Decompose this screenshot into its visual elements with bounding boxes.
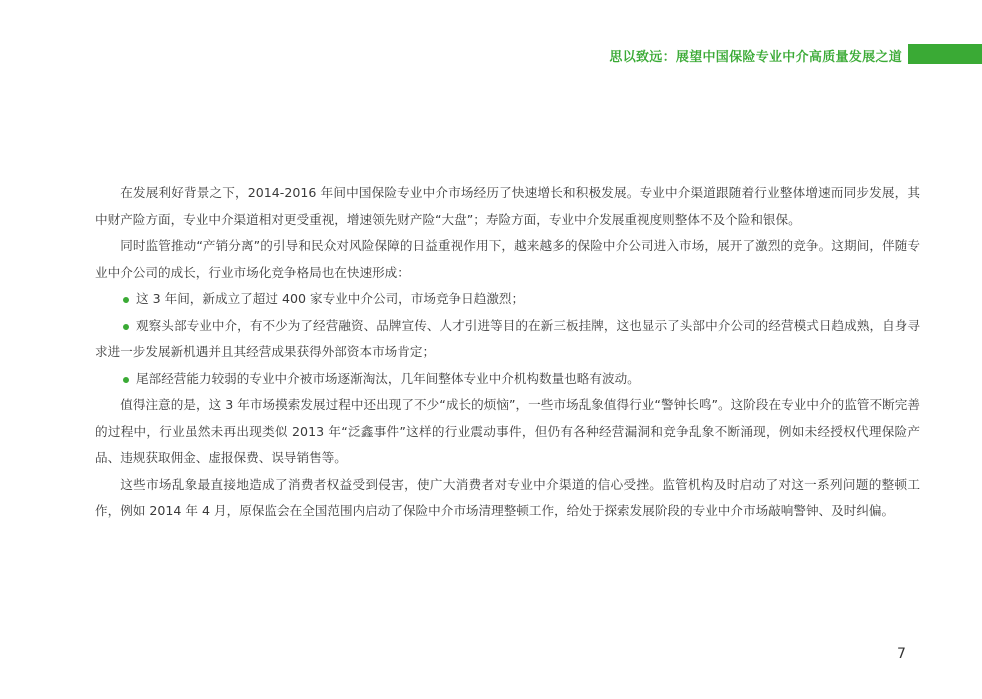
header-title: 思以致远：展望中国保险专业中介高质量发展之道 <box>609 50 902 65</box>
bullet-text: 尾部经营能力较弱的专业中介被市场逐渐淘汰，几年间整体专业中介机构数量也略有波动。 <box>136 370 640 386</box>
bullet-dot-icon <box>123 377 129 383</box>
paragraph-3: 值得注意的是，这 3 年市场摸索发展过程中还出现了不少“成长的烦恼”，一些市场乱象值得行业“警钟长鸣”。这阶段在专业中介的监管不断完善的过程中，行业虽然未再出现类似 2013 年“泛鑫事件”这样的行业震动事件，但仍有各种经营漏洞和竞争乱象不断涌现，例如未经授权代理保险产品、违规获取佣金、虚报保费、误导销售等。 <box>95 397 920 465</box>
bullet-text: 观察头部专业中介，有不少为了经营融资、品牌宣传、人才引进等目的在新三板挂牌，这也显示了头部中介公司的经营模式日趋成熟，自身寻求进一步发展新机遇并且其经营成果获得外部资本市场肯定； <box>95 317 920 359</box>
bullet-dot-icon <box>123 297 129 303</box>
page-number: 7 <box>897 646 906 662</box>
bullet-dot-icon <box>123 324 129 330</box>
paragraph-1: 在发展利好背景之下，2014-2016 年间中国保险专业中介市场经历了快速增长和积极发展。专业中介渠道跟随着行业整体增速而同步发展，其中财产险方面，专业中介渠道相对更受重视，增速领先财产险“大盘”；寿险方面，专业中介发展重视度则整体不及个险和银保。 <box>95 185 920 227</box>
paragraph-2: 同时监管推动“产销分离”的引导和民众对风险保障的日益重视作用下，越来越多的保险中介公司进入市场，展开了激烈的竞争。这期间，伴随专业中介公司的成长，行业市场化竞争格局也在快速形成： <box>95 238 920 280</box>
bullet-item-1 <box>95 286 920 313</box>
body-content <box>95 180 920 525</box>
bullet-item-2 <box>95 313 920 366</box>
bullet-item-3 <box>95 366 920 393</box>
paragraph-4: 这些市场乱象最直接地造成了消费者权益受到侵害，使广大消费者对专业中介渠道的信心受挫。监管机构及时启动了对这一系列问题的整顿工作，例如 2014 年 4 月，原保监会在全国范围内启动了保险中介市场清理整顿工作，给处于探索发展阶段的专业中介市场敲响警钟、及时纠偏。 <box>95 476 920 518</box>
bullet-text: 这 3 年间，新成立了超过 400 家专业中介公司，市场竞争日趋激烈； <box>136 291 525 306</box>
header-accent-bar <box>908 44 982 64</box>
